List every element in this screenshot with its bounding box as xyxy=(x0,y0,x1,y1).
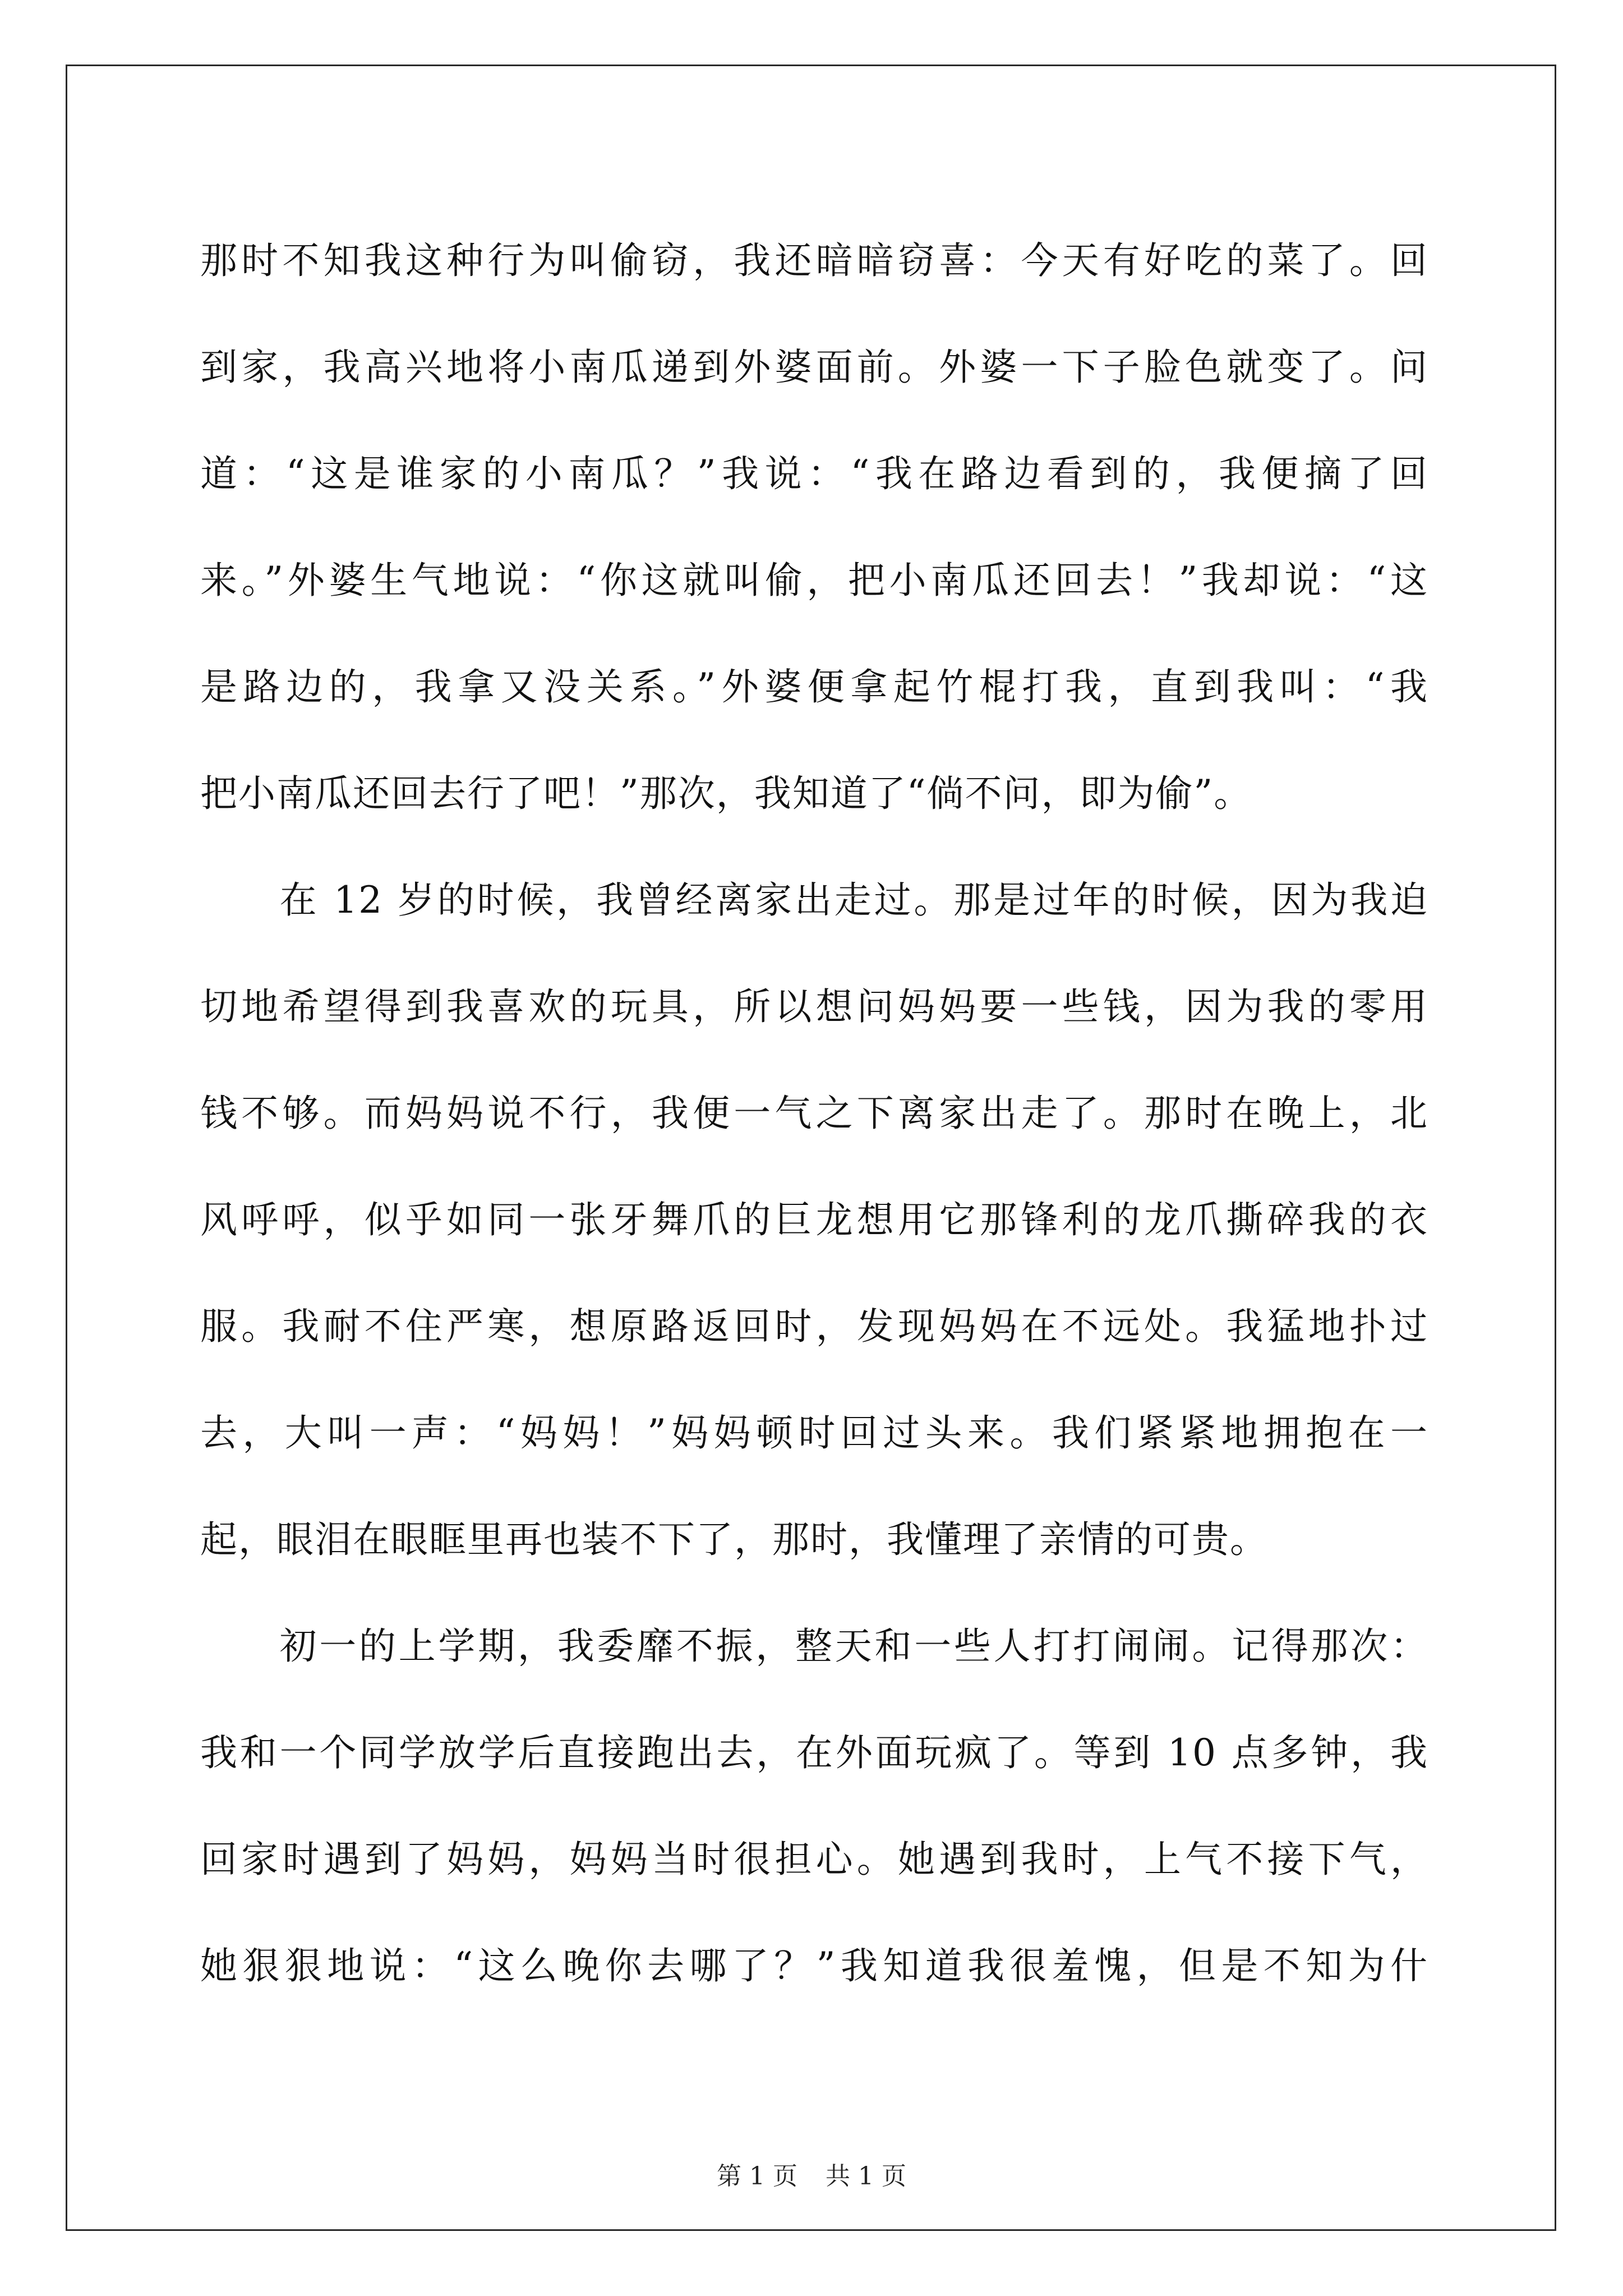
text-line: 她狠狠地说：“这么晚你去哪了？”我知道我很羞愧，但是不知为什 xyxy=(200,1944,1428,1987)
text-line: 起，眼泪在眼眶里再也装不下了，那时，我懂理了亲情的可贵。 xyxy=(200,1518,1268,1561)
text-line: 服。我耐不住严寒，想原路返回时，发现妈妈在不远处。我猛地扑过 xyxy=(200,1305,1428,1348)
text-line: 初一的上学期，我委靡不振，整天和一些人打打闹闹。记得那次： xyxy=(200,1625,1428,1668)
text-line: 在 12 岁的时候，我曾经离家出走过。那是过年的时候，因为我迫 xyxy=(200,878,1428,922)
text-line: 切地希望得到我喜欢的玩具，所以想问妈妈要一些钱，因为我的零用 xyxy=(200,985,1428,1028)
document-body xyxy=(200,208,1428,2019)
text-line: 来。”外婆生气地说：“你这就叫偷，把小南瓜还回去！”我却说：“这 xyxy=(200,559,1428,602)
text-line: 那时不知我这种行为叫偷窃，我还暗暗窃喜：今天有好吃的菜了。回 xyxy=(200,239,1428,282)
page-total: 共 1 页 xyxy=(826,2162,906,2191)
text-line: 把小南瓜还回去行了吧！”那次，我知道了“倘不问，即为偷”。 xyxy=(200,772,1252,815)
text-line: 道：“这是谁家的小南瓜？”我说：“我在路边看到的，我便摘了回 xyxy=(200,452,1428,495)
text-line: 到家，我高兴地将小南瓜递到外婆面前。外婆一下子脸色就变了。问 xyxy=(200,346,1428,389)
text-line: 是路边的，我拿又没关系。”外婆便拿起竹棍打我，直到我叫：“我 xyxy=(200,665,1428,708)
page-footer xyxy=(0,2160,1623,2193)
text-line: 我和一个同学放学后直接跑出去，在外面玩疯了。等到 10 点多钟，我 xyxy=(200,1731,1428,1774)
text-line: 去，大叫一声：“妈妈！”妈妈顿时回过头来。我们紧紧地拥抱在一 xyxy=(200,1411,1428,1455)
page-number: 第 1 页 xyxy=(717,2162,797,2191)
text-line: 钱不够。而妈妈说不行，我便一气之下离家出走了。那时在晚上，北 xyxy=(200,1092,1428,1135)
text-line: 风呼呼，似乎如同一张牙舞爪的巨龙想用它那锋利的龙爪撕碎我的衣 xyxy=(200,1198,1428,1241)
text-line: 回家时遇到了妈妈，妈妈当时很担心。她遇到我时，上气不接下气， xyxy=(200,1838,1428,1881)
